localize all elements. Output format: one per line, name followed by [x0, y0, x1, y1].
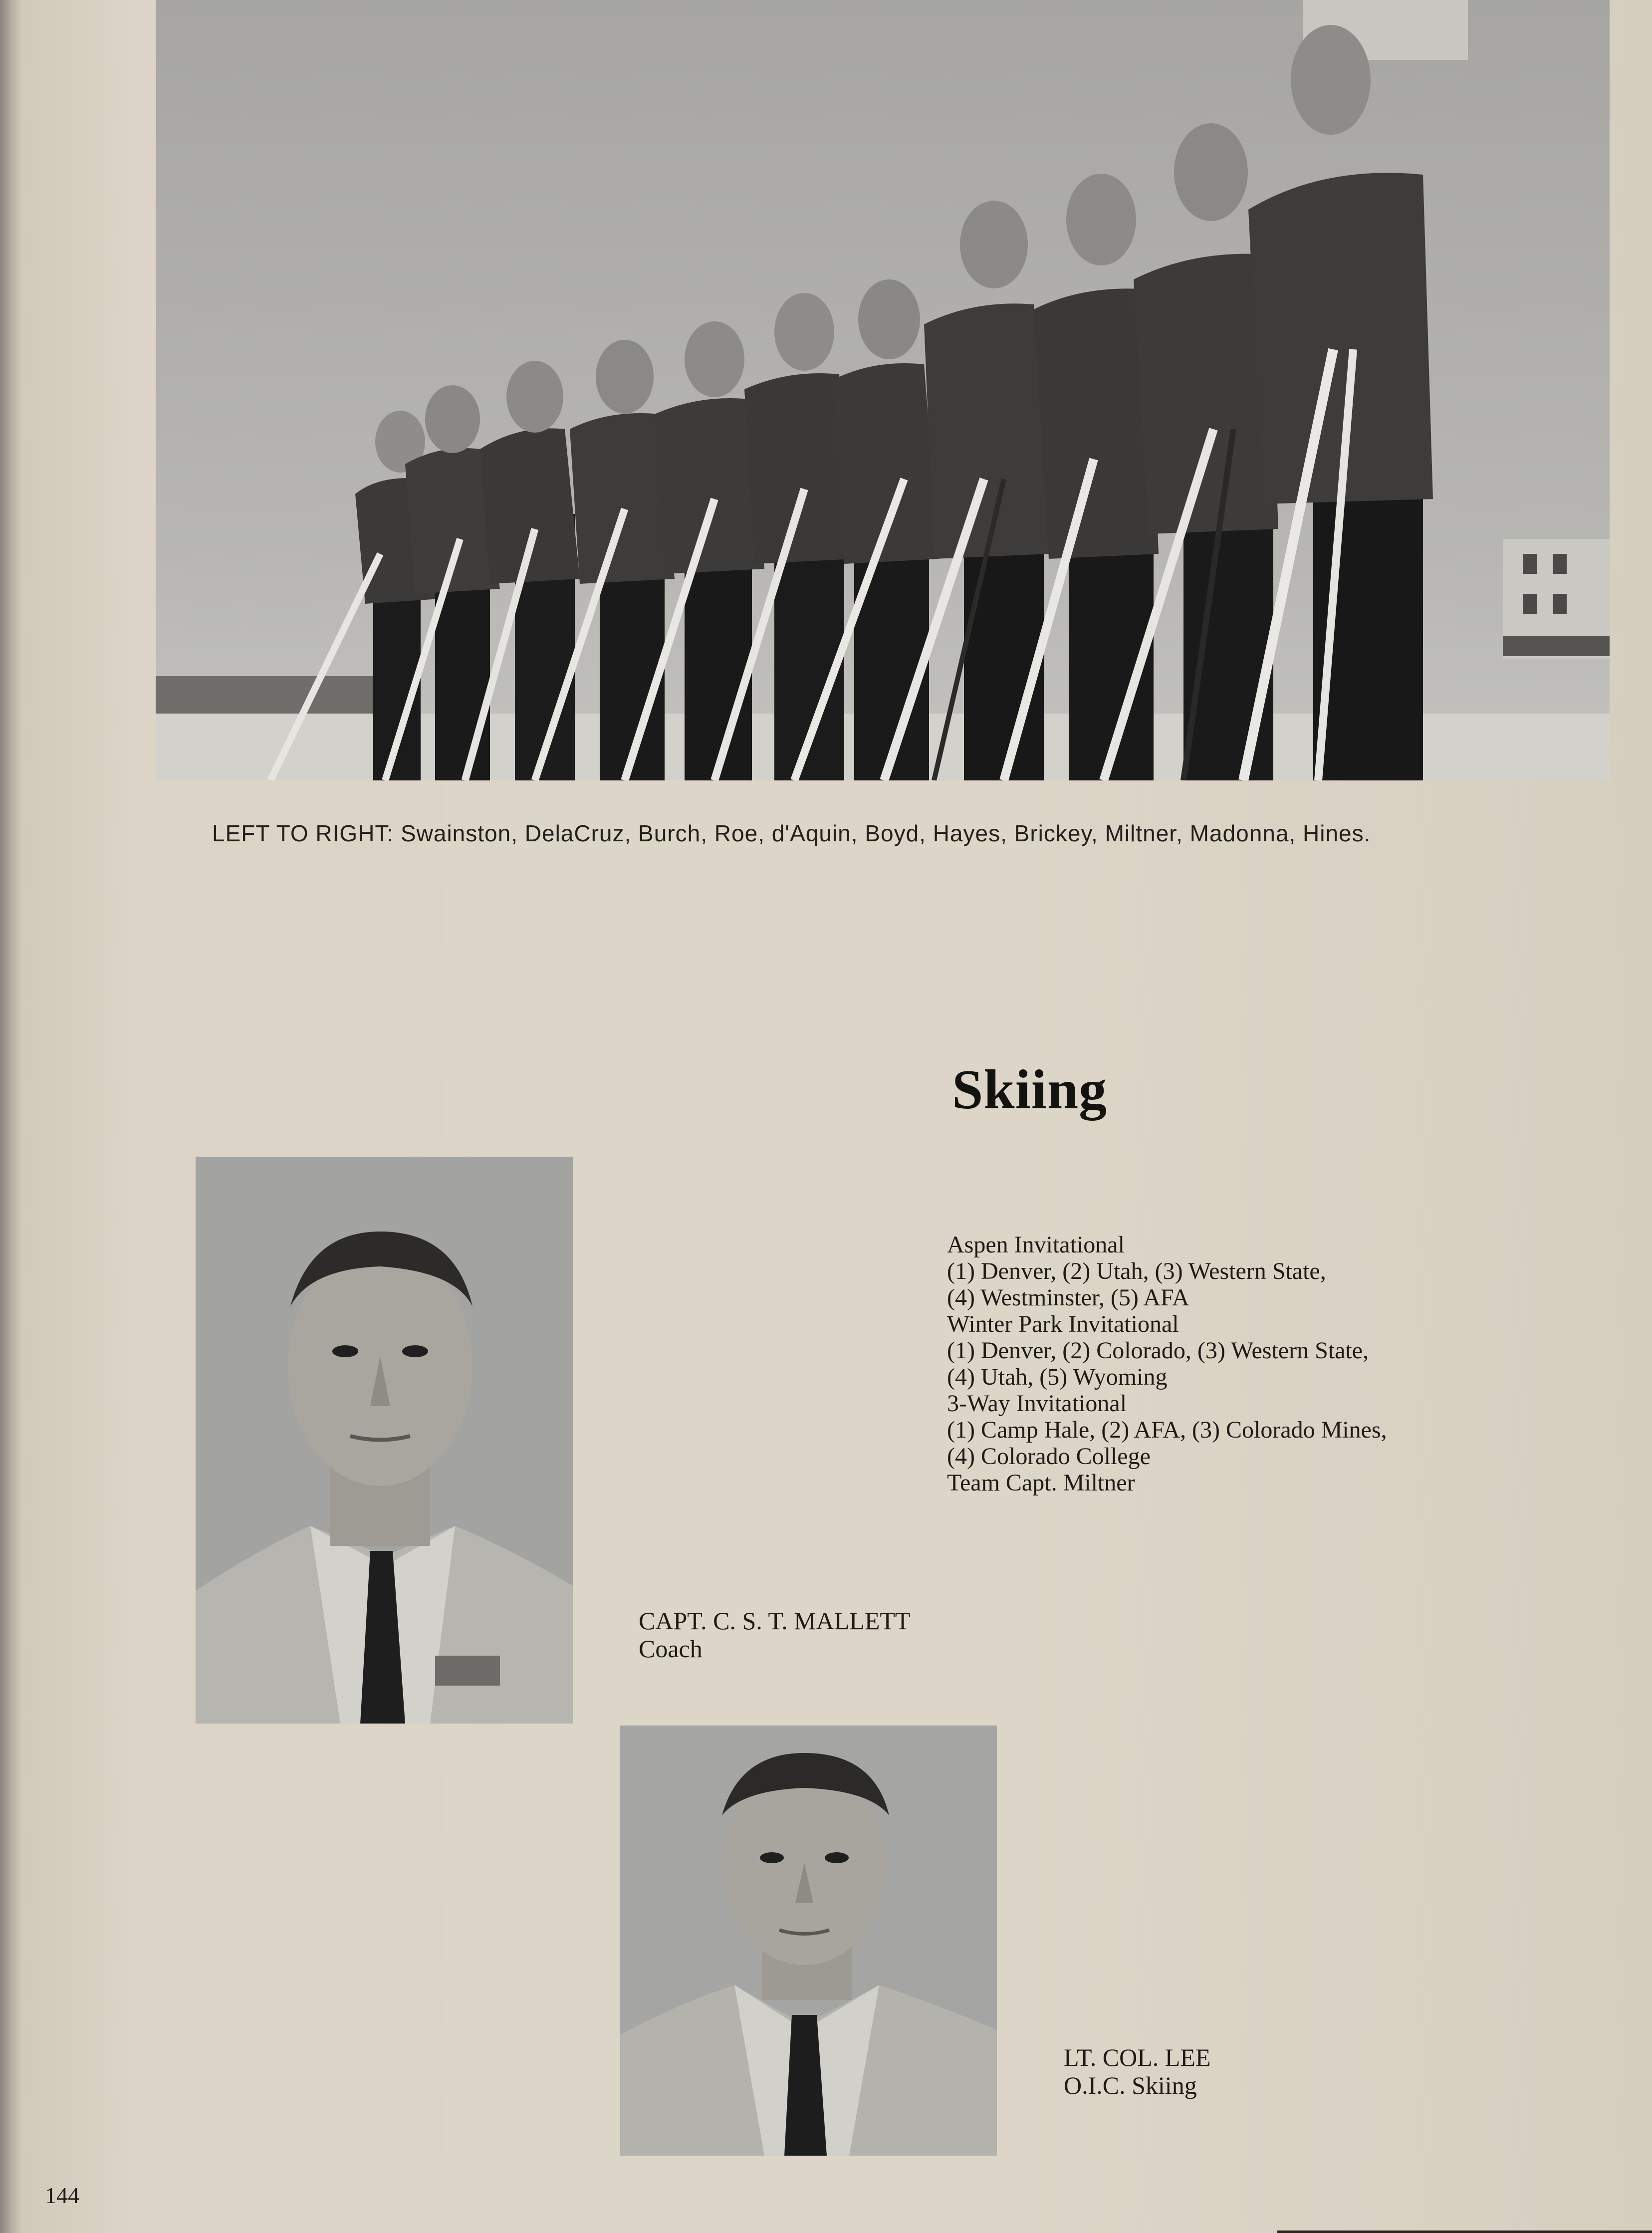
book-spine-gutter [0, 0, 21, 2233]
coach-role: Coach [639, 1635, 703, 1663]
page-edge-shadow [1277, 2231, 1652, 2233]
results-line: Aspen Invitational [947, 1232, 1125, 1258]
oic-name: LT. COL. LEE [1064, 2043, 1211, 2071]
results-line: (1) Camp Hale, (2) AFA, (3) Colorado Mines, [947, 1417, 1387, 1443]
season-results [947, 1232, 1546, 1496]
section-title: Skiing [952, 1059, 1108, 1121]
results-line: (4) Colorado College [947, 1443, 1151, 1470]
oic-portrait [620, 1726, 997, 2156]
results-line: (1) Denver, (2) Colorado, (3) Western State, [947, 1337, 1369, 1364]
oic-role: O.I.C. Skiing [1064, 2071, 1197, 2099]
results-line: (4) Utah, (5) Wyoming [947, 1364, 1168, 1390]
results-line: Team Capt. Miltner [947, 1470, 1135, 1496]
team-photo [156, 0, 1610, 780]
oic-caption [1064, 2043, 1210, 2099]
team-photo-caption: LEFT TO RIGHT: Swainston, DelaCruz, Burch, Roe, d'Aquin, Boyd, Hayes, Brickey, Miltner, Madonna, Hines. [212, 820, 1371, 846]
coach-portrait [196, 1157, 573, 1724]
results-line: (4) Westminster, (5) AFA [947, 1284, 1189, 1311]
results-line: Winter Park Invitational [947, 1311, 1179, 1337]
results-line: (1) Denver, (2) Utah, (3) Western State, [947, 1258, 1326, 1284]
page-number: 144 [45, 2183, 79, 2208]
coach-name: CAPT. C. S. T. MALLETT [639, 1607, 911, 1635]
results-line: 3-Way Invitational [947, 1390, 1127, 1417]
coach-caption [639, 1607, 910, 1663]
